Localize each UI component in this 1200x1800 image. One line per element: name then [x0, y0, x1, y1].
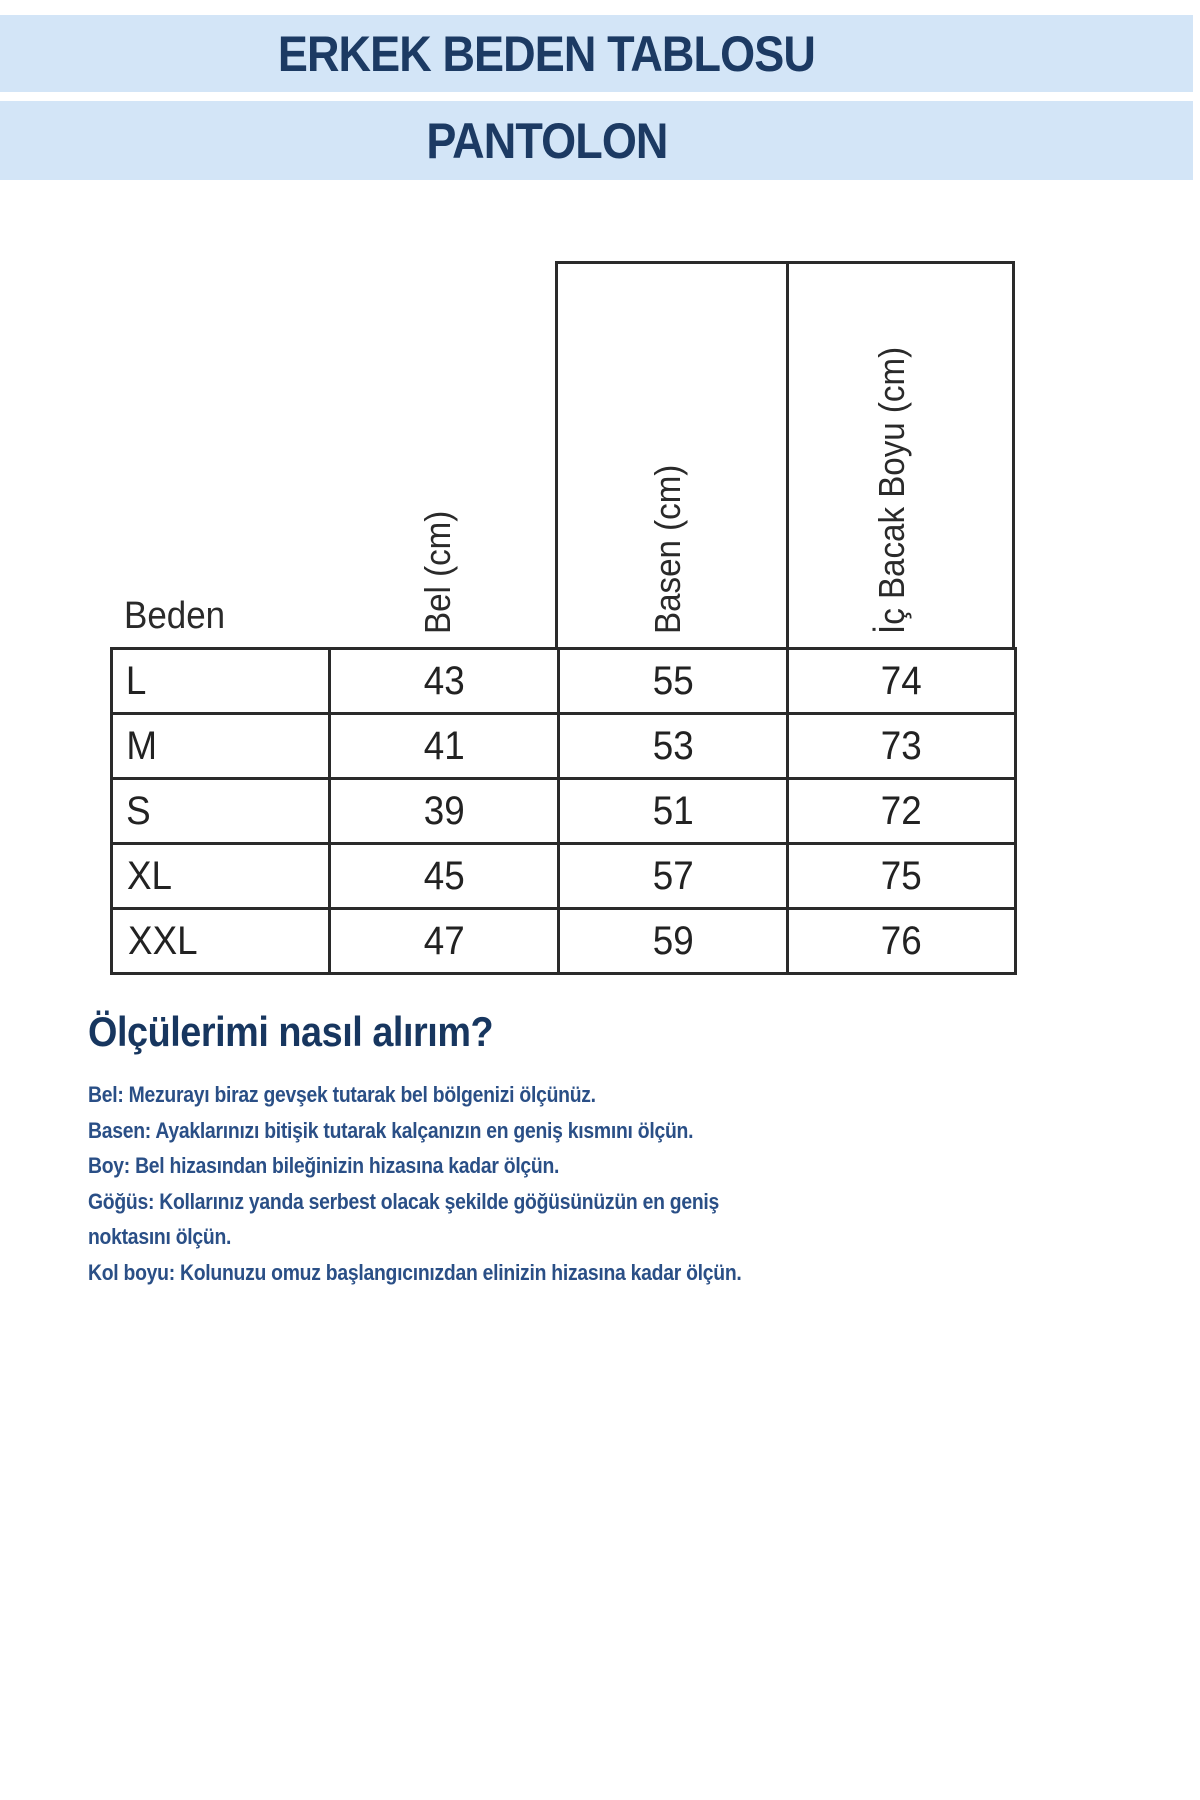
howto-list — [88, 1077, 1188, 1290]
table-row — [112, 649, 1016, 714]
bel-cell: 43 — [330, 649, 559, 714]
howto-line-bel: Bel: Mezurayı biraz gevşek tutarak bel bölgenizi ölçünüz. — [88, 1082, 596, 1107]
basen-cell: 53 — [559, 714, 788, 779]
table-row — [112, 909, 1016, 974]
howto-line-basen: Basen: Ayaklarınızı bitişik tutarak kalçanızın en geniş kısmını ölçün. — [88, 1117, 694, 1143]
basen-cell: 55 — [559, 649, 788, 714]
size-cell: L — [112, 649, 330, 714]
page-subtitle: PANTOLON — [425, 112, 668, 169]
ic-bacak-cell: 75 — [788, 844, 1016, 909]
table-row — [112, 779, 1016, 844]
ic-bacak-cell: 74 — [788, 649, 1016, 714]
howto-line-gogus: Göğüs: Kollarınız yanda serbest olacak şekilde göğüsünüzün en geniş — [88, 1188, 720, 1214]
table-row — [112, 844, 1016, 909]
bel-cell: 47 — [330, 909, 559, 974]
table-header-box — [555, 261, 1015, 649]
bel-cell: 39 — [330, 779, 559, 844]
table-row — [112, 714, 1016, 779]
column-header-beden: Beden — [124, 595, 226, 637]
size-cell: S — [112, 779, 330, 844]
size-table — [110, 647, 1017, 975]
size-cell: XXL — [112, 909, 330, 974]
ic-bacak-cell: 73 — [788, 714, 1016, 779]
howto-line-gogus-cont: noktasını ölçün. — [88, 1224, 232, 1249]
bel-cell: 45 — [330, 844, 559, 909]
ic-bacak-cell: 76 — [788, 909, 1016, 974]
header-divider — [786, 264, 789, 649]
basen-cell: 57 — [559, 844, 788, 909]
howto-heading: Ölçülerimi nasıl alırım? — [88, 1008, 494, 1055]
ic-bacak-cell: 72 — [788, 779, 1016, 844]
size-cell: M — [112, 714, 330, 779]
bel-cell: 41 — [330, 714, 559, 779]
column-header-bel: Bel (cm) — [417, 510, 458, 634]
title-band — [0, 15, 1193, 92]
subtitle-band — [0, 101, 1193, 180]
column-header-basen: Basen (cm) — [647, 464, 688, 634]
howto-line-boy: Boy: Bel hizasından bileğinizin hizasına kadar ölçün. — [88, 1153, 560, 1178]
size-cell: XL — [112, 844, 330, 909]
howto-line-kol-boyu: Kol boyu: Kolunuzu omuz başlangıcınızdan elinizin hizasına kadar ölçün. — [88, 1259, 742, 1285]
basen-cell: 51 — [559, 779, 788, 844]
page-title: ERKEK BEDEN TABLOSU — [277, 25, 816, 82]
basen-cell: 59 — [559, 909, 788, 974]
column-header-ic-bacak-boyu: İç Bacak Boyu (cm) — [871, 346, 912, 634]
